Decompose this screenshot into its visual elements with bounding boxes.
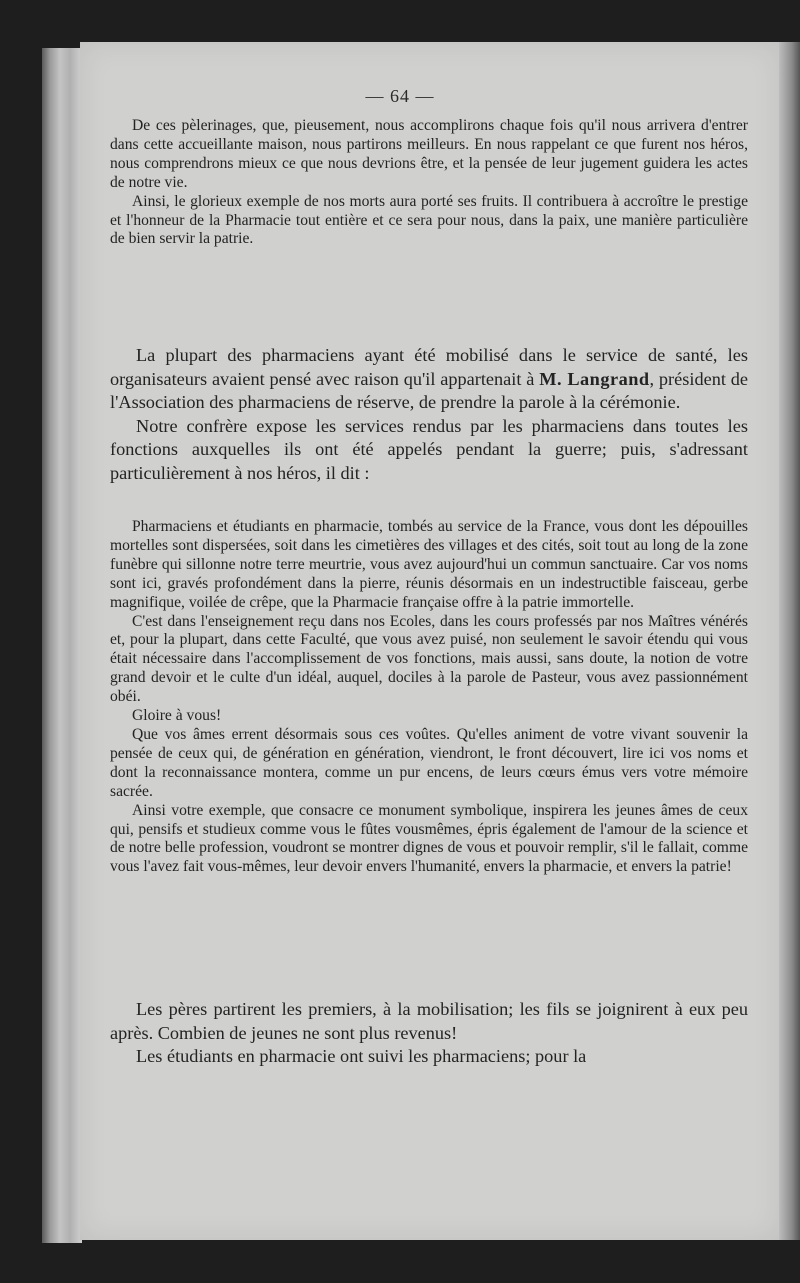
- book-gutter: [42, 48, 82, 1243]
- paragraph: Ainsi, le glorieux exemple de nos morts aura porté ses fruits. Il contribuera à accroître le prestige et l'honneur de la Pharmacie tout entière et ce sera pour nous, dans la paix, une manière particulière de bien servir la patrie.: [110, 192, 748, 248]
- paragraph: C'est dans l'enseignement reçu dans nos Ecoles, dans les cours professés par nos Maîtres vénérés et, pour la plupart, dans cette Faculté, que vous avez puisé, non seulement le savoir étendu qui vous était nécessaire dans l'accomplissement de vos fonctions, mais aussi, sans doute, la notion de votre grand devoir et le culte d'un idéal, auquel, dociles à la parole de Pasteur, vous avez passionnément obéi.: [110, 612, 748, 706]
- paragraph: Que vos âmes errent désormais sous ces voûtes. Qu'elles animent de votre vivant souvenir la pensée de ceux qui, de génération en génération, viendront, le front découvert, lire ici vos noms et dont la reconnaissance montera, comme un pur encens, de leurs cœurs émus vers votre mémoire sacrée.: [110, 725, 748, 800]
- paragraph: Notre confrère expose les services rendus par les pharmaciens dans toutes les fonctions auxquelles ils ont été appelés pendant la guerre; puis, s'adressant particulièrement à nos héros, il dit :: [110, 415, 748, 483]
- paragraph-text: , président de l'Association des pharmaciens de réserve, de prendre la parole à la cérémonie.: [110, 368, 748, 413]
- paragraph: De ces pèlerinages, que, pieusement, nous accomplirons chaque fois qu'il nous arrivera d'entrer dans cette accueillante maison, nous partirons meilleurs. En nous rappelant ce que furent nos héros, nous comprendrons mieux ce que nous devrions être, et la pensée de leur jugement guidera les actes de notre vie.: [110, 117, 748, 191]
- paragraph: Pharmaciens et étudiants en pharmacie, tombés au service de la France, vous dont les dépouilles mortelles sont dispersées, soit dans les cimetières des villages et des cités, soit tout au long de la zone funèbre qui sillonne notre terre meurtrie, vous avez aujourd'hui un commun sanctuaire. Car vos noms sont ici, gravés profondément dans la pierre, réunis désormais en un indestructible faisceau, gerbe magnifique, voilée de crêpe, que la Pharmacie française offre à la patrie immortelle.: [110, 518, 748, 611]
- speaker-name: M. Langrand: [539, 368, 650, 389]
- narrative-section: [110, 344, 748, 486]
- paragraph-text: La plupart des pharmaciens ayant été mobilisé dans le service de santé, les organisateurs avaient pensé avec raison qu'il appartenait à: [110, 345, 748, 389]
- closing-section: [110, 998, 748, 1069]
- page-number: — 64 —: [365, 86, 435, 106]
- paragraph: Ainsi votre exemple, que consacre ce monument symbolique, inspirera les jeunes âmes de ceux qui, pensifs et studieux comme vous le fûtes vousmêmes, épris également de l'amour de la science et de notre belle profession, voudront se montrer dignes de vous et pouvoir remplir, s'il le fallait, comme vous l'avez fait vous-mêmes, leur devoir envers l'humanité, envers la pharmacie, et envers la patrie!: [110, 801, 748, 876]
- paragraph: Les étudiants en pharmacie ont suivi les pharmaciens; pour la: [136, 1046, 587, 1067]
- paragraph: [110, 344, 748, 415]
- paragraph: Gloire à vous!: [132, 707, 222, 725]
- page-edge: [779, 42, 800, 1240]
- speech-quote: [110, 518, 748, 877]
- intro-section: [110, 117, 748, 249]
- paragraph: Les pères partirent les premiers, à la mobilisation; les fils se joignirent à eux peu après. Combien de jeunes ne sont plus revenus!: [110, 999, 748, 1043]
